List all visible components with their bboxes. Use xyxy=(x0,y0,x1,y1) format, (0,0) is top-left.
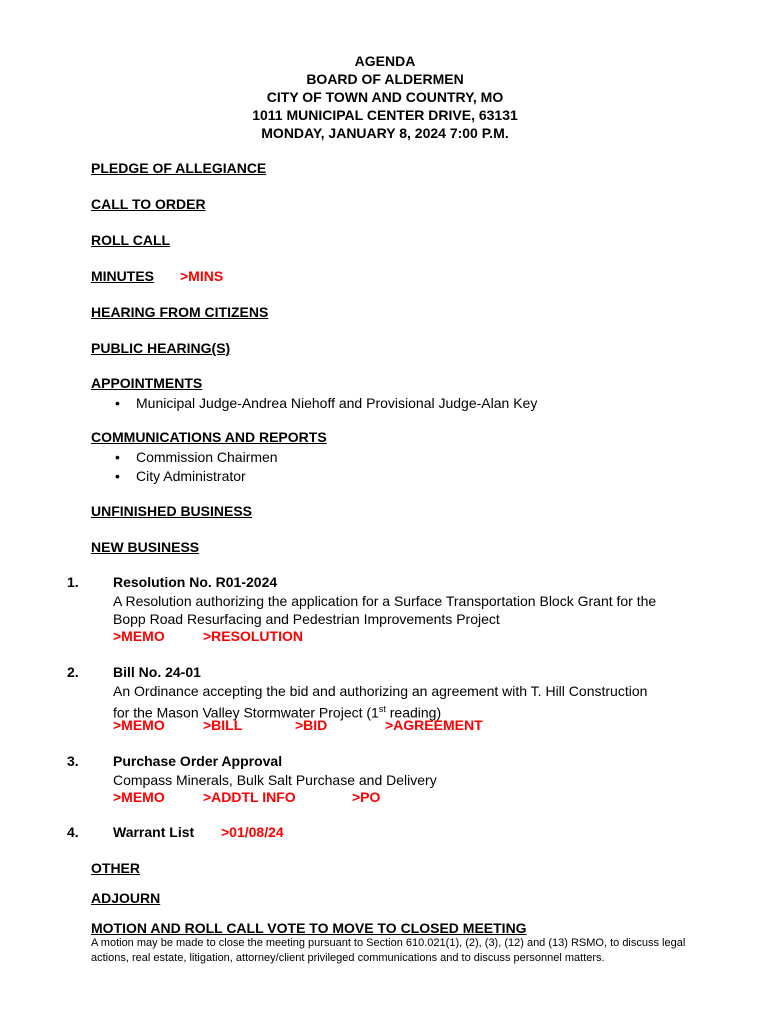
bill-link[interactable]: >BILL xyxy=(203,717,243,733)
item-line: Bopp Road Resurfacing and Pedestrian Improvements Project xyxy=(113,611,500,627)
section-adjourn: ADJOURN xyxy=(91,890,161,906)
warrant-list-link[interactable]: >01/08/24 xyxy=(221,824,284,840)
header-address: 1011 MUNICIPAL CENTER DRIVE, 63131 xyxy=(252,107,518,123)
item-description xyxy=(113,771,713,789)
appointments-list xyxy=(112,394,537,413)
header-city: CITY OF TOWN AND COUNTRY, MO xyxy=(266,89,504,105)
section-minutes: MINUTES xyxy=(91,268,154,284)
item-line-text: for the Mason Valley Stormwater Project (1 xyxy=(113,704,379,721)
section-pledge: PLEDGE OF ALLEGIANCE xyxy=(91,160,267,176)
item-number: 4. xyxy=(67,824,79,840)
ordinal-superscript: st xyxy=(378,704,386,714)
bid-link[interactable]: >BID xyxy=(295,717,328,733)
section-unfinished-business: UNFINISHED BUSINESS xyxy=(91,503,253,519)
closed-meeting-description: A motion may be made to close the meeting pursuant to Section 610.021(1), (2), (3), (12) and (13) RSMO, to discuss legal actions, real estate, litigation, attorney/client privileged communications and to discuss personnel matters. xyxy=(91,937,686,964)
item-title: Warrant List xyxy=(113,824,195,840)
list-item: • Municipal Judge-Andrea Niehoff and Provisional Judge-Alan Key xyxy=(112,394,537,413)
section-other: OTHER xyxy=(91,860,140,876)
memo-link[interactable]: >MEMO xyxy=(113,717,165,733)
item-title: Bill No. 24-01 xyxy=(113,664,201,680)
list-item: • Commission Chairmen xyxy=(112,448,278,467)
communications-list xyxy=(112,448,278,486)
item-title: Resolution No. R01-2024 xyxy=(113,574,278,590)
item-number: 2. xyxy=(67,664,79,680)
item-line-text: reading) xyxy=(385,704,442,721)
item-line: Compass Minerals, Bulk Salt Purchase and Delivery xyxy=(113,772,437,788)
po-link[interactable]: >PO xyxy=(352,789,381,805)
header-date: MONDAY, JANUARY 8, 2024 7:00 P.M. xyxy=(261,125,509,141)
section-communications: COMMUNICATIONS AND REPORTS xyxy=(91,429,327,445)
section-roll-call: ROLL CALL xyxy=(91,232,171,248)
section-appointments: APPOINTMENTS xyxy=(91,375,203,391)
item-line: A Resolution authorizing the application for a Surface Transportation Block Grant for the xyxy=(113,593,657,609)
section-public-hearing: PUBLIC HEARING(S) xyxy=(91,340,231,356)
resolution-link[interactable]: >RESOLUTION xyxy=(203,628,303,644)
section-new-business: NEW BUSINESS xyxy=(91,539,200,555)
list-item: • City Administrator xyxy=(112,467,278,486)
item-title: Purchase Order Approval xyxy=(113,753,283,769)
item-description xyxy=(113,592,713,628)
item-description xyxy=(113,682,713,722)
header-title: AGENDA xyxy=(354,53,416,69)
addtl-info-link[interactable]: >ADDTL INFO xyxy=(203,789,296,805)
agreement-link[interactable]: >AGREEMENT xyxy=(385,717,483,733)
agenda-header xyxy=(0,52,770,142)
item-number: 1. xyxy=(67,574,79,590)
item-number: 3. xyxy=(67,753,79,769)
memo-link[interactable]: >MEMO xyxy=(113,789,165,805)
minutes-link[interactable]: >MINS xyxy=(180,268,224,284)
item-line: An Ordinance accepting the bid and authorizing an agreement with T. Hill Construction xyxy=(113,683,648,699)
section-closed-meeting: MOTION AND ROLL CALL VOTE TO MOVE TO CLOSED MEETING xyxy=(91,920,527,936)
header-board: BOARD OF ALDERMEN xyxy=(306,71,464,87)
section-call-to-order: CALL TO ORDER xyxy=(91,196,206,212)
memo-link[interactable]: >MEMO xyxy=(113,628,165,644)
section-hearing-citizens: HEARING FROM CITIZENS xyxy=(91,304,269,320)
